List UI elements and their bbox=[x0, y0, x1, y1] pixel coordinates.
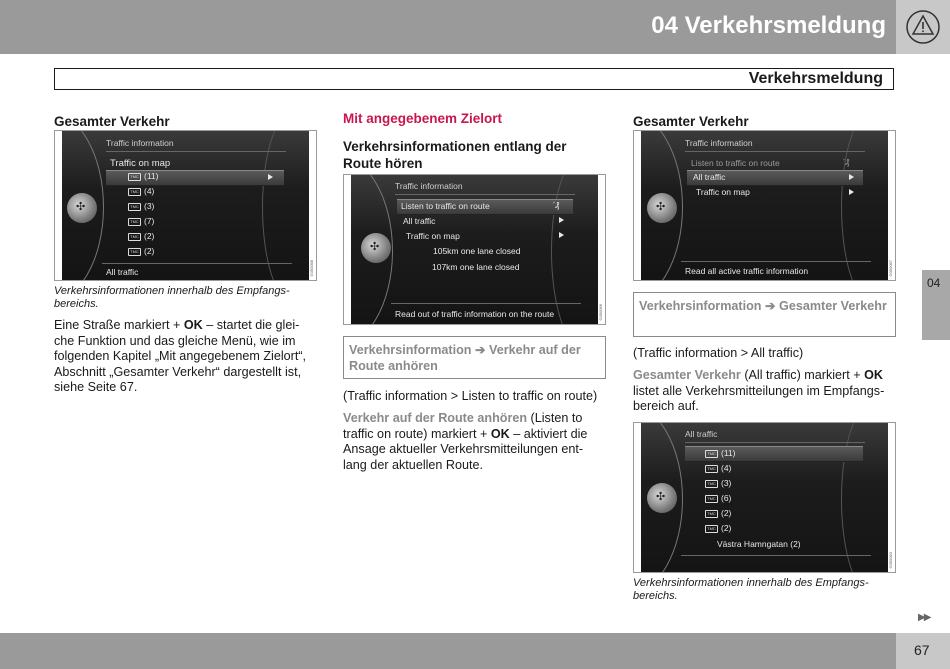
traffic-icon: TMC bbox=[128, 218, 141, 226]
ok-label: OK bbox=[183, 318, 203, 332]
traffic-icon: TMC bbox=[705, 450, 718, 458]
screen-detail: 105km one lane closed bbox=[433, 246, 521, 256]
screen-row: (6) bbox=[721, 493, 732, 503]
ok-label: OK bbox=[864, 368, 883, 382]
screen-title: Traffic on map bbox=[110, 158, 171, 169]
screen-separator bbox=[391, 303, 581, 304]
body-text: – aktiviert die Ansage aktueller Verkehrsmitteilungen ent-lang der aktuellen Route. bbox=[343, 426, 588, 472]
screen-separator bbox=[681, 555, 871, 556]
screen-item: All traffic bbox=[693, 172, 726, 182]
section-title: Verkehrsmeldung bbox=[748, 70, 883, 87]
screen-separator bbox=[685, 442, 865, 443]
screen-traffic-info-menu bbox=[633, 130, 896, 281]
screen-arc-right bbox=[551, 175, 598, 324]
screen-footer: Read out of traffic information on the route bbox=[395, 309, 555, 319]
col1-heading: Gesamter Verkehr bbox=[54, 114, 170, 129]
screen-row: (4) bbox=[721, 463, 732, 473]
body-text: – startet die glei-che Funktion und das gleiche Menü, wie im folgenden Kapitel „Mit angegebenem Zielort“, Abschnitt „Gesamter Verkehr“ dargestellt ist, siehe Seite 67. bbox=[54, 318, 307, 394]
traffic-icon: TMC bbox=[128, 248, 141, 256]
screen-separator bbox=[395, 194, 575, 195]
screen-row: (3) bbox=[144, 201, 155, 211]
warning-box bbox=[896, 0, 950, 54]
image-code: G050063 bbox=[888, 551, 893, 568]
traffic-icon: TMC bbox=[705, 465, 718, 473]
col1-body bbox=[54, 318, 316, 396]
page-number-box bbox=[896, 633, 950, 669]
controller-knob-icon: ✣ bbox=[67, 193, 97, 223]
traffic-icon: TMC bbox=[705, 510, 718, 518]
screen-item: All traffic bbox=[403, 216, 436, 226]
screen-item: Traffic on map bbox=[696, 187, 750, 197]
screen-head: All traffic bbox=[685, 429, 718, 439]
col2-path-box: Verkehrsinformation ➔ Verkehr auf der Route anhören bbox=[343, 336, 606, 379]
bottom-bar bbox=[0, 633, 950, 669]
chapter-side-tab[interactable] bbox=[922, 270, 950, 340]
traffic-icon: TMC bbox=[128, 203, 141, 211]
next-page-icon: ▶▶ bbox=[918, 612, 930, 623]
screen-row: (4) bbox=[144, 186, 155, 196]
section-bar bbox=[54, 68, 894, 90]
arrow-right-icon bbox=[849, 189, 854, 195]
controller-knob-icon: ✣ bbox=[647, 483, 677, 513]
col2-path-en: (Traffic information > Listen to traffic on route) bbox=[343, 389, 598, 403]
menu-item-label: Gesamter Verkehr bbox=[633, 368, 741, 382]
screen-detail: 107km one lane closed bbox=[432, 262, 520, 272]
screen-separator bbox=[106, 151, 286, 152]
col3-caption: Verkehrsinformationen innerhalb des Empfangs-bereichs. bbox=[633, 577, 869, 602]
screen-arc-right bbox=[841, 131, 888, 280]
col3-path-box: Verkehrsinformation ➔ Gesamter Verkehr bbox=[633, 292, 896, 337]
screen-traffic-on-map bbox=[54, 130, 317, 281]
col2-body bbox=[343, 411, 601, 473]
col3-path-en: (Traffic information > All traffic) bbox=[633, 346, 804, 360]
col1-caption: Verkehrsinformationen innerhalb des Empfangs-bereichs. bbox=[54, 285, 290, 310]
body-text: listet alle Verkehrsmitteilungen im Empfangs-bereich auf. bbox=[633, 383, 885, 413]
arrow-right-icon bbox=[559, 232, 564, 238]
screen-separator bbox=[681, 261, 871, 262]
arrow-right-icon bbox=[559, 217, 564, 223]
traffic-icon: TMC bbox=[705, 525, 718, 533]
image-code: G050067 bbox=[888, 259, 893, 276]
traffic-icon: TMC bbox=[128, 188, 141, 196]
screen-arc-right bbox=[262, 131, 309, 280]
screen-item: Listen to traffic on route bbox=[691, 158, 780, 168]
traffic-icon: TMC bbox=[705, 495, 718, 503]
screen-row: (2) bbox=[721, 523, 732, 533]
col3-heading: Gesamter Verkehr bbox=[633, 114, 749, 129]
arrow-right-icon bbox=[849, 174, 854, 180]
screen-footer: All traffic bbox=[106, 267, 139, 277]
traffic-icon: TMC bbox=[128, 233, 141, 241]
chapter-title: 04 Verkehrsmeldung bbox=[651, 12, 886, 39]
col2-heading: Mit angegebenem Zielort bbox=[343, 111, 503, 126]
screen-row: (2) bbox=[144, 246, 155, 256]
screen-row: (11) bbox=[721, 448, 736, 458]
traffic-icon: TMC bbox=[128, 173, 141, 181]
traffic-icon: TMC bbox=[705, 480, 718, 488]
controller-knob-icon: ✣ bbox=[647, 193, 677, 223]
menu-item-label: Verkehr auf der Route anhören bbox=[343, 411, 528, 425]
body-text: (All traffic) markiert + bbox=[740, 368, 865, 382]
speaker-icon: ʼ₰ bbox=[843, 157, 850, 167]
screen-footer: Read all active traffic information bbox=[685, 266, 809, 276]
screen-row: (2) bbox=[144, 231, 155, 241]
speaker-icon: ʼ₰ bbox=[553, 200, 560, 210]
screen-footer: Västra Hamngatan (2) bbox=[717, 539, 801, 549]
screen-head: Traffic information bbox=[106, 138, 174, 148]
page-number: 67 bbox=[914, 642, 930, 658]
screen-row: (2) bbox=[721, 508, 732, 518]
image-code: G050068 bbox=[309, 259, 314, 276]
col3-body bbox=[633, 368, 895, 415]
screen-separator bbox=[685, 151, 865, 152]
screen-listen-traffic bbox=[343, 174, 606, 325]
screen-row: (3) bbox=[721, 478, 732, 488]
body-text: (Listen to traffic on route) markiert + bbox=[343, 411, 583, 441]
image-code: G050066 bbox=[598, 303, 603, 320]
screen-row: (7) bbox=[144, 216, 155, 226]
screen-head: Traffic information bbox=[685, 138, 753, 148]
arrow-right-icon bbox=[268, 174, 273, 180]
screen-all-traffic bbox=[633, 422, 896, 573]
screen-head: Traffic information bbox=[395, 181, 463, 191]
col2-subheading: Verkehrsinformationen entlang der Route hören bbox=[343, 139, 567, 171]
ok-label: OK bbox=[490, 426, 510, 441]
warning-icon bbox=[896, 0, 950, 54]
controller-knob-icon: ✣ bbox=[361, 233, 391, 263]
screen-item: Traffic on map bbox=[406, 231, 460, 241]
body-text: Eine Straße markiert + bbox=[54, 318, 184, 332]
screen-item: Listen to traffic on route bbox=[401, 201, 490, 211]
screen-row: (11) bbox=[144, 171, 159, 181]
screen-separator bbox=[102, 263, 292, 264]
side-tab-label: 04 bbox=[927, 276, 941, 290]
